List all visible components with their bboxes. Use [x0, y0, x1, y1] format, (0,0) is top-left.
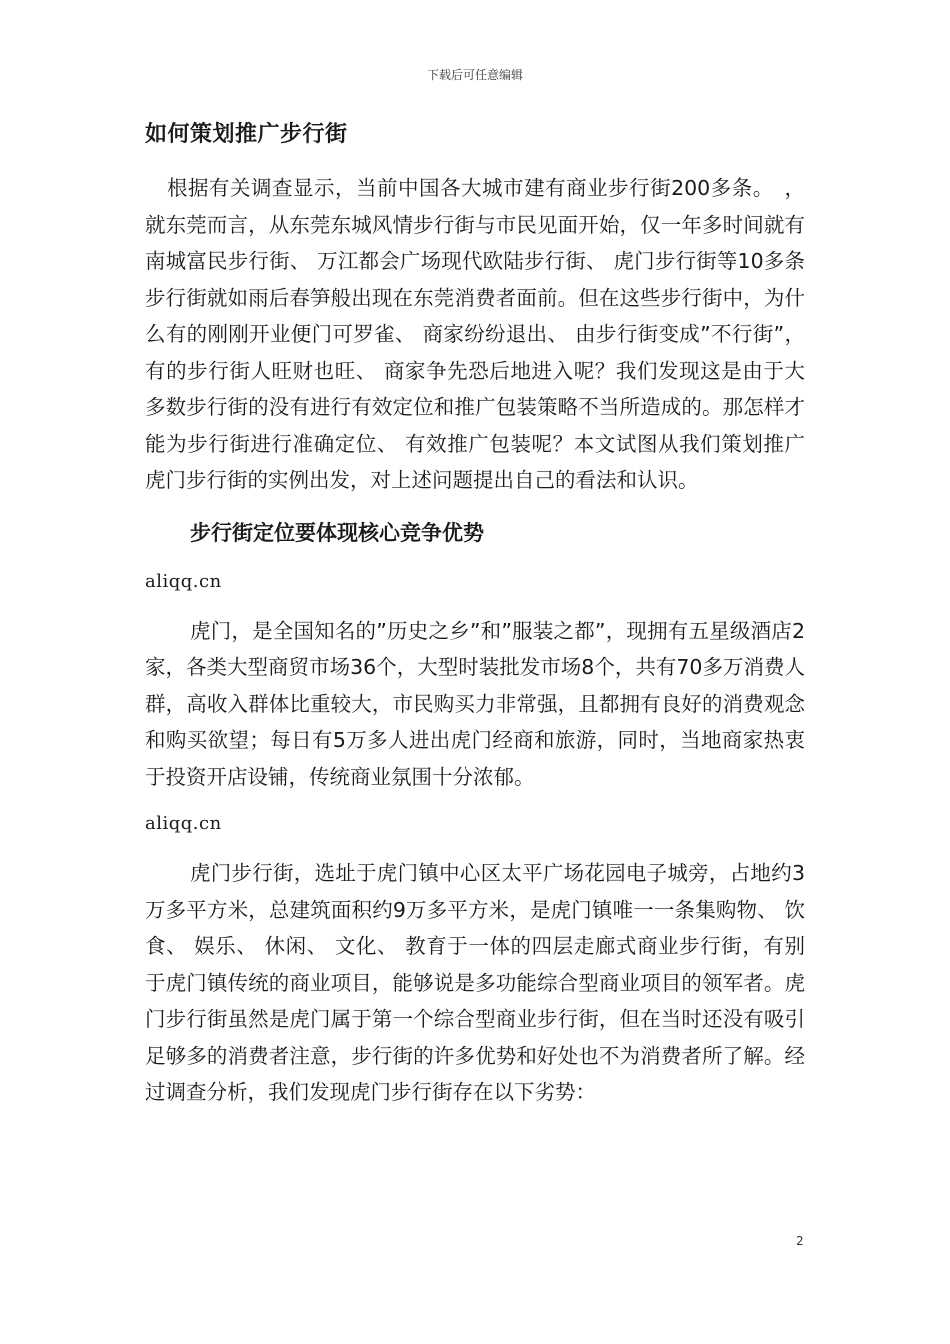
site-watermark-text: aliqq.cn — [145, 813, 222, 834]
page-number: 2 — [796, 1234, 804, 1248]
paragraph-humen-overview: 虎门，是全国知名的”历史之乡”和”服装之都”，现拥有五星级酒店2家，各类大型商贸市场36个，大型时装批发市场8个，共有70多万消费人群，高收入群体比重较大，市民购买力非常强，且都拥有良好的消费观念和购买欲望；每日有5万多人进出虎门经商和旅游，同时，当地商家热衷于投资开店设铺，传统商业氛围十分浓郁。 — [145, 618, 805, 789]
document-title: 如何策划推广步行街 — [145, 122, 348, 147]
paragraph-pedestrian-street: 虎门步行街，选址于虎门镇中心区太平广场花园电子城旁，占地约3万多平方米，总建筑面积约9万多平方米，是虎门镇唯一一条集购物、 饮食、 娱乐、 休闲、 文化、 教育于一体的四层走廊式商业步行街，有别于虎门镇传统的商业项目，能够说是多功能综合型商业项目的领军者。虎门步行街虽然是虎门属于第一个综合型商业步行街，但在当时还没有吸引足够多的消费者注意，步行街的许多优势和好处也不为消费者所了解。经过调查分析，我们发现虎门步行街存在以下劣势： — [145, 861, 805, 1104]
document-body — [145, 118, 805, 1111]
paragraph-intro: 根据有关调查显示，当前中国各大城市建有商业步行街200多条。 ，就东莞而言，从东莞东城风情步行街与市民见面开始，仅一年多时间就有南城富民步行街、 万江都会广场现代欧陆步行街、 虎门步行街等10多条步行街就如雨后春笋般出现在东莞消费者面前。但在这些步行街中，为什么有的刚刚开业便门可罗雀、 商家纷纷退出、 由步行街变成”不行街”，有的步行街人旺财也旺、 商家争先恐后地进入呢？我们发现这是由于大多数步行街的没有进行有效定位和推广包装策略不当所造成的。那怎样才能为步行街进行准确定位、 有效推广包装呢？本文试图从我们策划推广虎门步行街的实例出发，对上述问题提出自己的看法和认识。 — [145, 176, 805, 492]
section-subtitle: 步行街定位要体现核心竞争优势 — [190, 520, 484, 545]
page-header: 下载后可任意编辑 — [426, 68, 523, 82]
site-watermark-text: aliqq.cn — [145, 570, 222, 592]
